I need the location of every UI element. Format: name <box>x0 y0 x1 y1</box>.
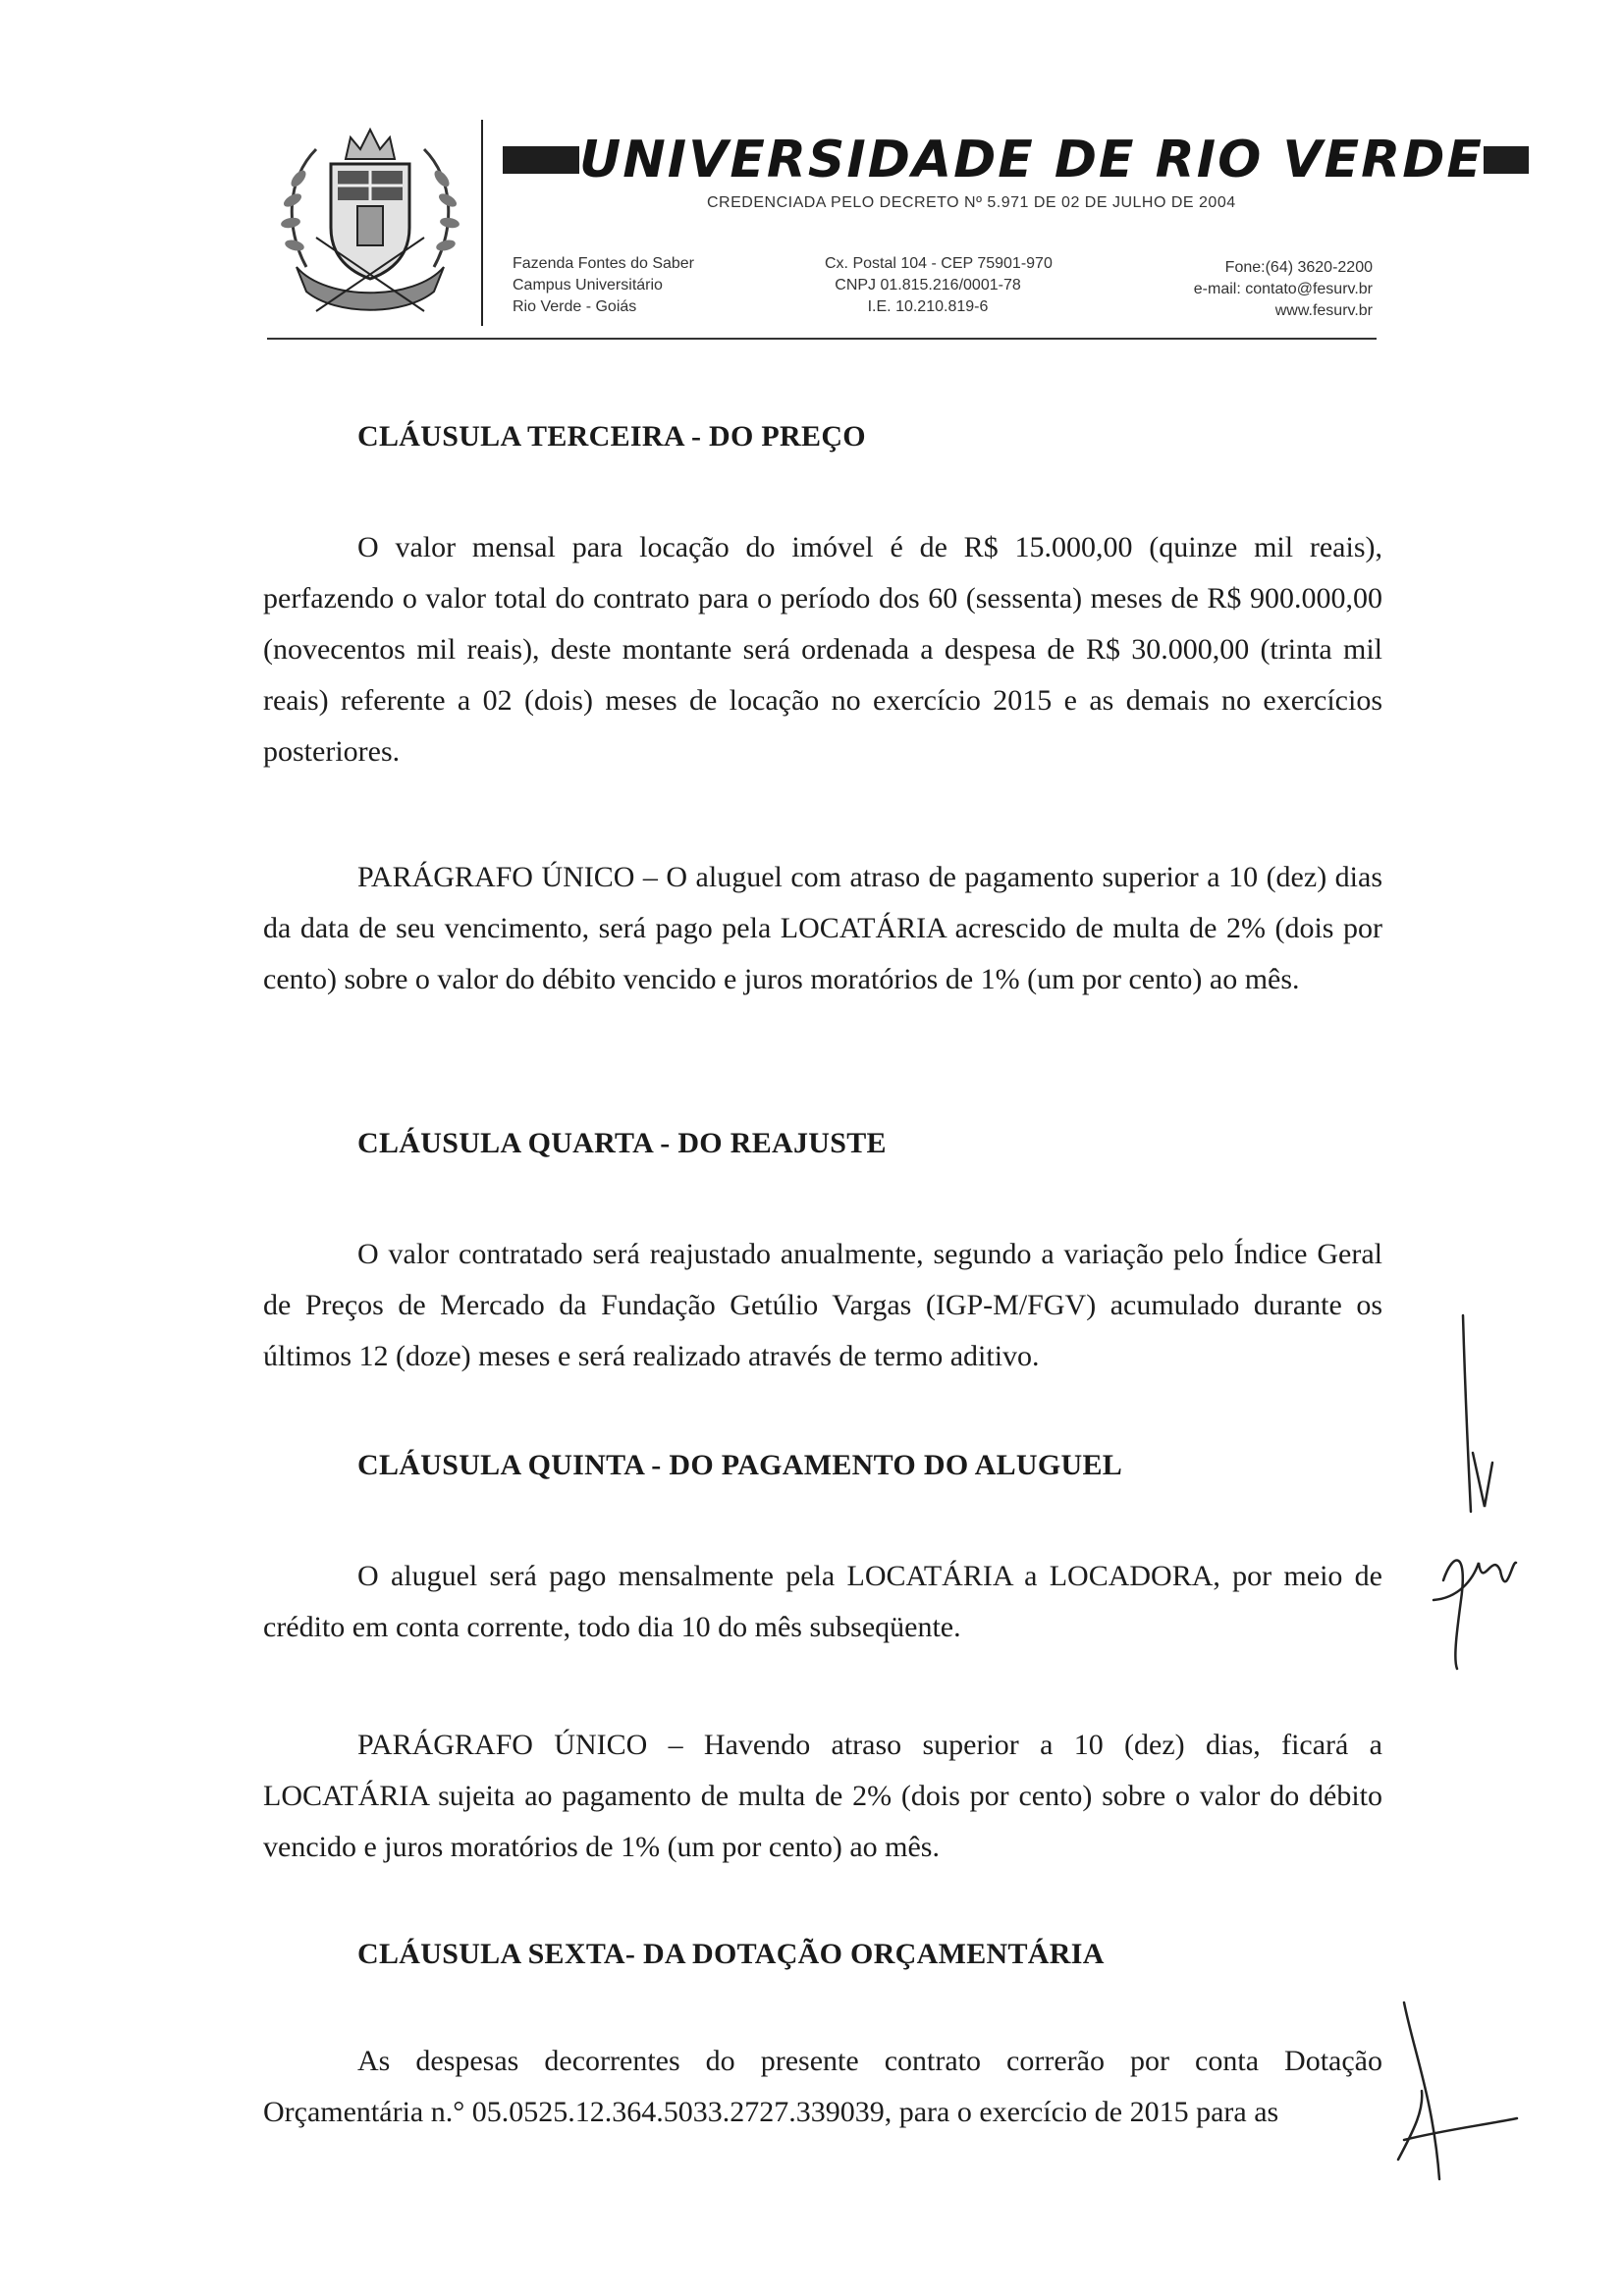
handwritten-initials-icon <box>1414 1306 1522 1679</box>
postal-line: Cx. Postal 104 - CEP 75901-970 <box>825 255 1053 272</box>
header-divider <box>481 120 483 326</box>
header-rule <box>267 338 1377 340</box>
university-crest-icon <box>277 120 463 328</box>
address-block-left <box>513 253 694 318</box>
phone-line: Fone:(64) 3620-2200 <box>1224 259 1373 276</box>
website-line: www.fesurv.br <box>1274 302 1373 319</box>
paragrafo-unico: PARÁGRAFO ÚNICO – O aluguel com atraso de pagamento superior a 10 (dez) dias da data de seu vencimento, será pago pela LOCATÁRIA acrescido de multa de 2% (dois por cento) sobre o valor do débito vencido e juros moratórios de 1% (um por cento) ao mês. <box>263 861 1382 995</box>
clause-paragraph: O aluguel será pago mensalmente pela LOCATÁRIA a LOCADORA, por meio de crédito em conta corrente, todo dia 10 do mês subseqüente. <box>263 1560 1382 1643</box>
cnpj-line: CNPJ 01.815.216/0001-78 <box>835 277 1021 294</box>
title-left-bar <box>503 146 579 174</box>
address-block-center <box>825 253 1053 318</box>
title-right-bar <box>1484 146 1529 174</box>
email-line: e-mail: contato@fesurv.br <box>1193 281 1373 297</box>
clause-heading-terceira: CLÁUSULA TERCEIRA - DO PREÇO <box>357 420 866 453</box>
clause-paragraph: As despesas decorrentes do presente contrato correrão por conta Dotação Orçamentária n.° 05.0525.12.364.5033.2727.339039, para o exercício de 2015 para as <box>263 2045 1382 2128</box>
clause-paragraph: O valor contratado será reajustado anualmente, segundo a variação pelo Índice Geral de Preços de Mercado da Fundação Getúlio Vargas (IGP-M/FGV) acumulado durante os últimos 12 (doze) meses e será realizado através de termo aditivo. <box>263 1238 1382 1372</box>
clause-heading-quinta: CLÁUSULA QUINTA - DO PAGAMENTO DO ALUGUEL <box>357 1449 1123 1481</box>
accreditation-line: CREDENCIADA PELO DECRETO Nº 5.971 DE 02 DE JULHO DE 2004 <box>707 194 1236 211</box>
address-line: Rio Verde - Goiás <box>513 298 637 315</box>
address-line: Campus Universitário <box>513 277 663 294</box>
clause-heading-quarta: CLÁUSULA QUARTA - DO REAJUSTE <box>357 1127 887 1159</box>
paragrafo-unico: PARÁGRAFO ÚNICO – Havendo atraso superior a 10 (dez) dias, ficará a LOCATÁRIA sujeita ao pagamento de multa de 2% (dois por cento) sobre o valor do débito vencido e juros moratórios de 1% (um por cento) ao mês. <box>263 1729 1382 1863</box>
handwritten-initials-icon <box>1384 1993 1522 2189</box>
university-name: UNIVERSIDADE DE RIO VERDE <box>579 131 1484 189</box>
university-title <box>503 130 1484 190</box>
contact-block <box>1139 257 1373 322</box>
clause-paragraph: O valor mensal para locação do imóvel é de R$ 15.000,00 (quinze mil reais), perfazendo o valor total do contrato para o período dos 60 (sessenta) meses de R$ 900.000,00 (novecentos mil reais), deste montante será ordenada a despesa de R$ 30.000,00 (trinta mil reais) referente a 02 (dois) meses de locação no exercício 2015 e as demais no exercícios posteriores. <box>263 531 1382 768</box>
ie-line: I.E. 10.210.819-6 <box>867 298 989 315</box>
address-line: Fazenda Fontes do Saber <box>513 255 695 272</box>
clause-heading-sexta: CLÁUSULA SEXTA- DA DOTAÇÃO ORÇAMENTÁRIA <box>357 1938 1105 1970</box>
